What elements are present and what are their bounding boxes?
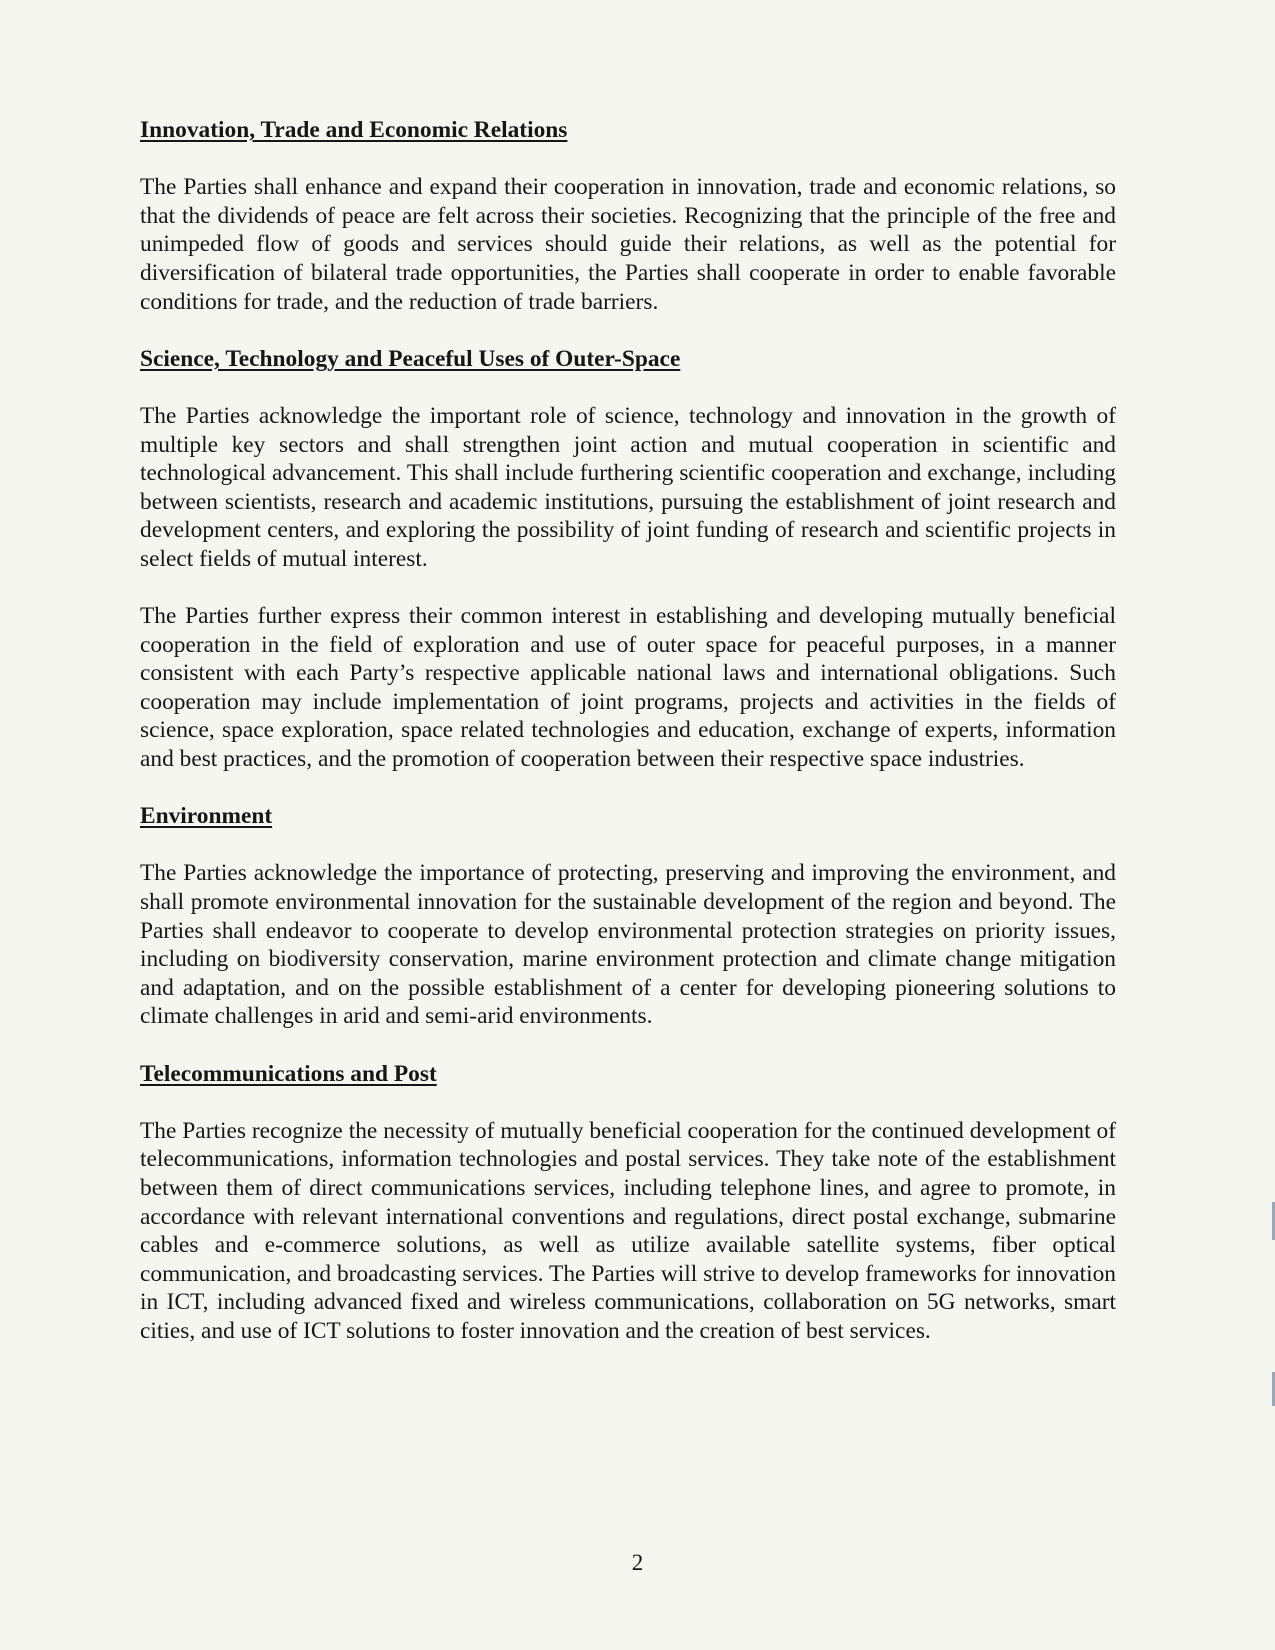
paragraph: The Parties recognize the necessity of mutually beneficial cooperation for the continued development of telecommunications, information technologies and postal services. They take note of the establishment between them of direct communications services, including telephone lines, and agree to promote, in accordance with relevant international conventions and regulations, direct postal exchange, submarine cables and e-commerce solutions, as well as utilize available satellite systems, fiber optical communication, and broadcasting services. The Parties will strive to develop frameworks for innovation in ICT, including advanced fixed and wireless communications, collaboration on 5G networks, smart cities, and use of ICT solutions to foster innovation and the creation of best services. [140, 1117, 1116, 1344]
page-number: 2 [631, 1550, 644, 1575]
section-heading: Innovation, Trade and Economic Relations [140, 117, 568, 143]
paragraph: The Parties further express their common interest in establishing and developing mutually beneficial cooperation in the field of exploration and use of outer space for peaceful purposes, in a manner consistent with each Party’s respective applicable national laws and international obligations. Such cooperation may include implementation of joint programs, projects and activities in the fields of science, space exploration, space related technologies and education, exchange of experts, information and best practices, and the promotion of cooperation between their respective space industries. [140, 603, 1116, 773]
paragraph: The Parties acknowledge the important role of science, technology and innovation in the growth of multiple key sectors and shall strengthen joint action and mutual cooperation in scientific and technological advancement. This shall include furthering scientific cooperation and exchange, including between scientists, research and academic institutions, pursuing the establishment of joint research and development centers, and exploring the possibility of joint funding of research and scientific projects in select fields of mutual interest. [140, 402, 1116, 572]
section-environment [140, 802, 1116, 1031]
section-heading: Science, Technology and Peaceful Uses of Outer-Space [140, 345, 681, 372]
section-science-technology [140, 345, 1116, 774]
paragraph: The Parties shall enhance and expand their cooperation in innovation, trade and economic relations, so that the dividends of peace are felt across their societies. Recognizing that the principle of the free and unimpeded flow of goods and services should guide their relations, as well as the potential for diversification of bilateral trade opportunities, the Parties shall cooperate in order to enable favorable conditions for trade, and the reduction of trade barriers. [140, 174, 1116, 315]
section-telecommunications [140, 1060, 1116, 1346]
document-body [140, 116, 1116, 1374]
section-heading: Environment [140, 803, 273, 830]
section-innovation-trade [140, 116, 1116, 316]
section-heading: Telecommunications and Post [140, 1060, 437, 1087]
paragraph: The Parties acknowledge the importance of protecting, preserving and improving the environment, and shall promote environmental innovation for the sustainable development of the region and beyond. The Parties shall endeavor to cooperate to develop environmental protection strategies on priority issues, including on biodiversity conservation, marine environment protection and climate change mitigation and adaptation, and on the possible establishment of a center for developing pioneering solutions to climate challenges in arid and semi-arid environments. [140, 860, 1116, 1030]
